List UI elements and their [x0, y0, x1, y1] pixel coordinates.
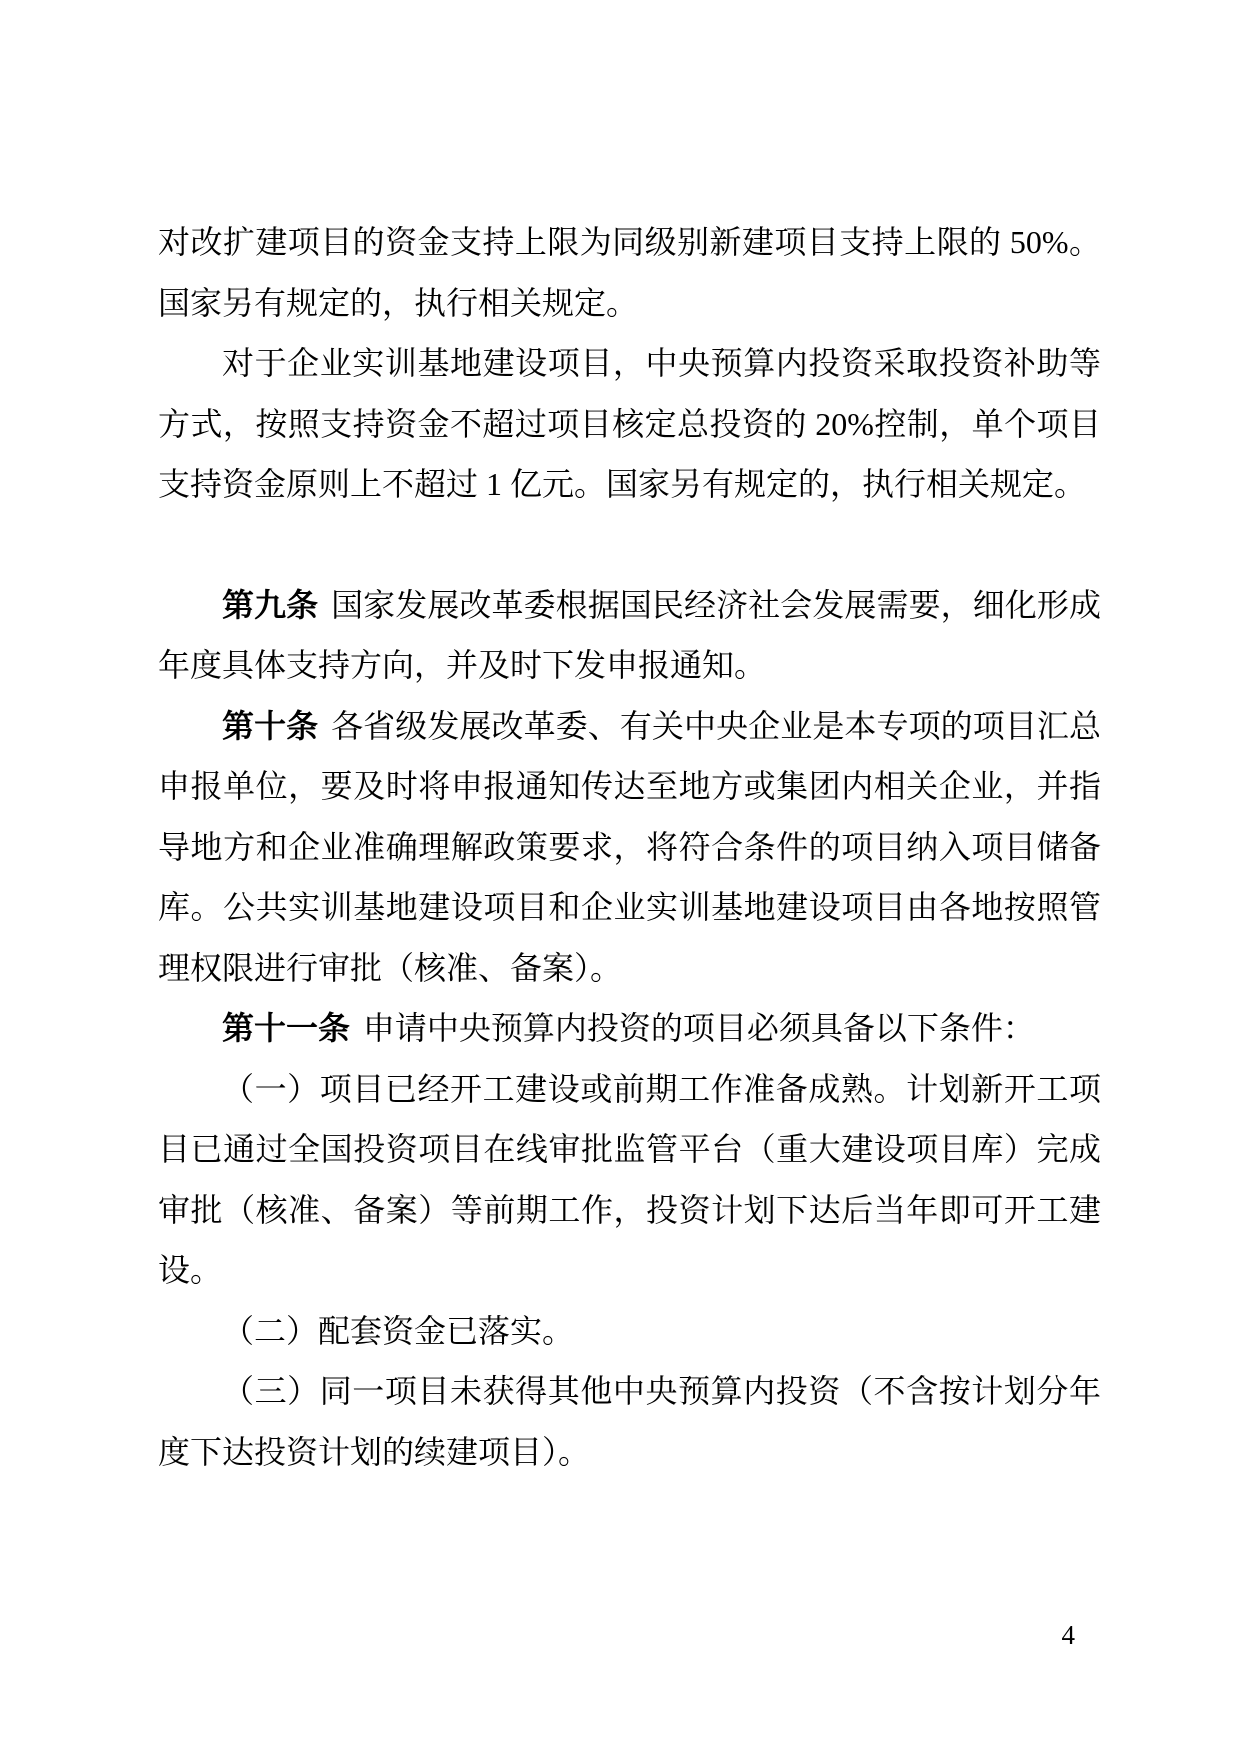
- paragraph-condition-2: （二）配套资金已落实。: [222, 1312, 575, 1349]
- article-11-label: 第十一条: [222, 1010, 351, 1046]
- paragraph-condition-3: （三）同一项目未获得其他中央预算内投资（不含按计划分年度下达投资计划的续建项目）。: [158, 1373, 1101, 1470]
- paragraph-enterprise-training-base: 对于企业实训基地建设项目，中央预算内投资采取投资补助等方式，按照支持资金不超过项目核定总投资的 20%控制，单个项目支持资金原则上不超过 1 亿元。国家另有规定的，执行相关规定。: [158, 345, 1101, 502]
- paragraph-article-10: [158, 696, 1101, 999]
- article-10-text: 各省级发展改革委、有关中央企业是本专项的项目汇总申报单位，要及时将申报通知传达至地方或集团内相关企业，并指导地方和企业准确理解政策要求，将符合条件的项目纳入项目储备库。公共实训基地建设项目和企业实训基地建设项目由各地按照管理权限进行审批（核准、备案）。: [158, 707, 1101, 986]
- article-9-label: 第九条: [222, 586, 319, 623]
- document-body: [158, 212, 1101, 1482]
- paragraph-condition-1: （一）项目已经开工建设或前期工作准备成熟。计划新开工项目已通过全国投资项目在线审批监管平台（重大建设项目库）完成审批（核准、备案）等前期工作，投资计划下达后当年即可开工建设。: [158, 1070, 1101, 1288]
- paragraph-article-11: [158, 998, 1101, 1059]
- paragraph-funding-cap: 对改扩建项目的资金支持上限为同级别新建项目支持上限的 50%。国家另有规定的，执行相关规定。: [158, 224, 1101, 321]
- article-10-label: 第十条: [222, 707, 319, 744]
- paragraph-article-9: [158, 575, 1101, 696]
- article-9-text: 国家发展改革委根据国民经济社会发展需要，细化形成年度具体支持方向，并及时下发申报通知。: [158, 586, 1101, 683]
- page-number: 4: [1061, 1620, 1075, 1650]
- article-11-text: 申请中央预算内投资的项目必须具备以下条件：: [362, 1010, 1035, 1046]
